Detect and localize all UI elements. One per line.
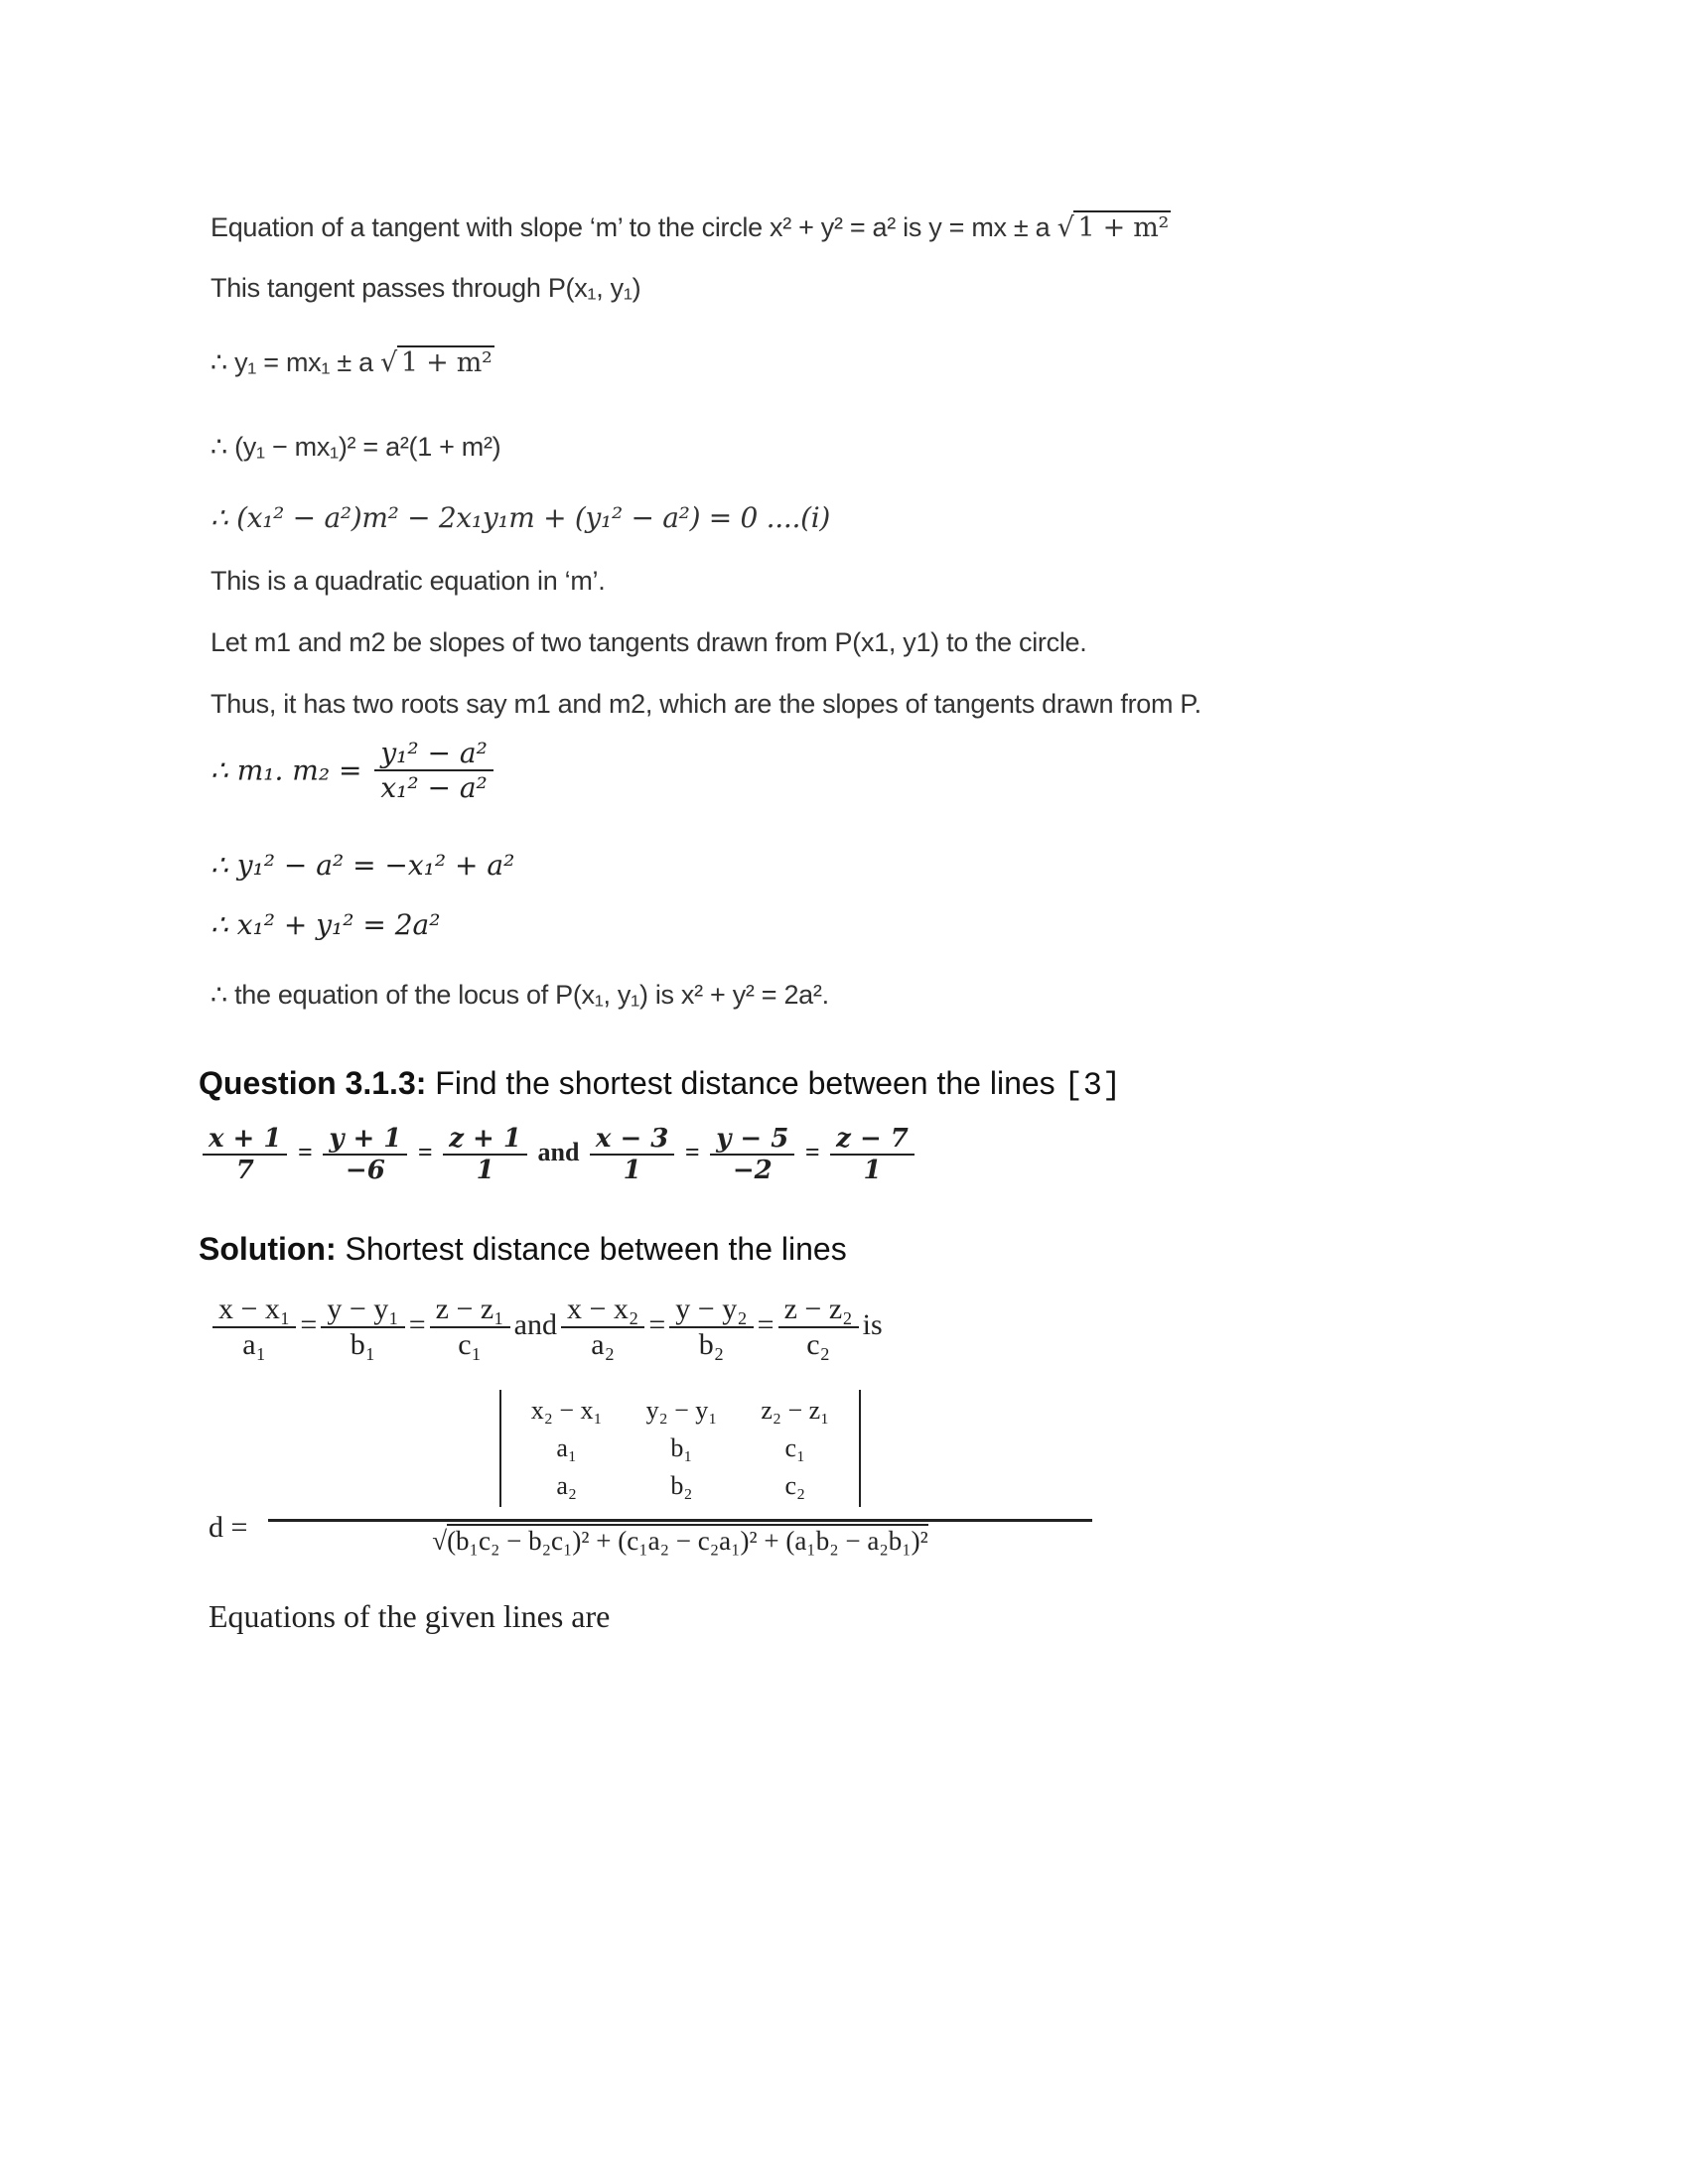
numerator: x − 3 <box>590 1124 674 1156</box>
denominator: 1 <box>623 1156 641 1185</box>
slopes-text-line: Let m1 and m2 be slopes of two tangents drawn from P(x1, y1) to the circle. <box>211 627 1087 657</box>
d-label: d = <box>209 1511 248 1544</box>
det-cell: y₂ − y₁ <box>645 1396 718 1425</box>
sqrt-expression: √ 1 + m² <box>380 347 492 378</box>
det-cell: b₁ <box>670 1433 693 1462</box>
general-lines-formula: $\frac{\text{x − x₁}}{\text{a₁}}$ = $\frac{\text{y − y₁}}{\text{b₁}}$ = $\frac{\text{z − z₁}}{\text{c₁}}$ and $\frac{\text{x − x₂}}{\text{a₂}}$ = $\frac{\text{y − y₂}}{\text{b₂}}$ = $\frac{\text{z − z₂}}{\text{c₂}}$ is <box>209 1293 883 1362</box>
distance-fraction <box>268 1390 1092 1557</box>
denominator: x₁² − a² <box>380 771 488 804</box>
denominator: 1 <box>863 1156 882 1185</box>
question-heading <box>199 1065 1121 1104</box>
given-lines-text: Equations of the given lines are <box>209 1598 611 1634</box>
equals: = <box>684 1137 700 1166</box>
numerator <box>268 1390 1092 1522</box>
fraction <box>590 1124 674 1185</box>
equation-squared-line: ∴ (y₁ − mx₁)² = a²(1 + m²) <box>211 432 501 462</box>
equals: = <box>417 1137 433 1166</box>
given-lines-equation <box>199 1124 918 1185</box>
fraction <box>778 1293 859 1362</box>
denominator: 1 <box>476 1156 494 1185</box>
product-of-slopes-line <box>211 737 497 804</box>
and-text: and <box>513 1307 557 1341</box>
numerator: z + 1 <box>443 1124 527 1156</box>
numerator: z − 7 <box>830 1124 914 1156</box>
numerator: y − y₂ <box>669 1293 753 1328</box>
tangent-equation-line <box>211 210 1171 243</box>
denominator: a₁ <box>242 1328 267 1361</box>
roots-text-line: Thus, it has two roots say m1 and m2, which are the slopes of tangents drawn from P. <box>211 689 1201 719</box>
fraction <box>830 1124 914 1185</box>
equals: = <box>297 1137 313 1166</box>
numerator: z − z₁ <box>430 1293 510 1328</box>
determinant <box>499 1390 861 1507</box>
numerator: x + 1 <box>203 1124 287 1156</box>
locus-equation-line: ∴ x₁² + y₁² = 2a² <box>211 908 441 941</box>
solution-heading <box>199 1231 847 1268</box>
denominator: c₁ <box>458 1328 483 1361</box>
fraction <box>669 1293 753 1362</box>
fraction <box>561 1293 644 1362</box>
numerator: y − y₁ <box>321 1293 404 1328</box>
numerator: z − z₂ <box>778 1293 859 1328</box>
denominator: b₂ <box>698 1328 725 1361</box>
solution-text: Shortest distance between the lines <box>336 1231 847 1267</box>
fraction <box>430 1293 510 1362</box>
quadratic-text-line: This is a quadratic equation in ‘m’. <box>211 566 606 596</box>
quadratic-equation-line: ∴ (x₁² − a²)m² − 2x₁y₁m + (y₁² − a²) = 0 ....(i) <box>211 501 830 534</box>
radicand: (b₁c₂ − b₂c₁)² + (c₁a₂ − c₂a₁)² + (a₁b₂ − a₂b₁)² <box>447 1526 928 1556</box>
denominator: 7 <box>235 1156 254 1185</box>
det-cell: a₁ <box>556 1433 577 1462</box>
denominator: −2 <box>732 1156 773 1185</box>
fraction <box>212 1293 296 1362</box>
locus-conclusion-line: ∴ the equation of the locus of P(x₁, y₁) is x² + y² = 2a². <box>211 980 829 1010</box>
tangent-passes-line: This tangent passes through P(x₁, y₁) <box>211 273 641 303</box>
sqrt-expression: √ 1 + m² <box>1056 212 1170 243</box>
marks-badge: [3] <box>1063 1067 1122 1104</box>
det-cell: c₁ <box>784 1433 806 1462</box>
question-label: Question 3.1.3: <box>199 1065 427 1101</box>
denominator: √(b₁c₂ − b₂c₁)² + (c₁a₂ − c₂a₁)² + (a₁b₂ − a₂b₁)² <box>432 1526 928 1556</box>
numerator: x − x₂ <box>561 1293 644 1328</box>
and-text: and <box>537 1137 580 1166</box>
fraction <box>710 1124 794 1185</box>
radicand: 1 + m² <box>397 345 494 378</box>
question-text: Find the shortest distance between the lines <box>426 1065 1064 1101</box>
solution-label: Solution: <box>199 1231 337 1267</box>
denominator: b₁ <box>350 1328 376 1361</box>
radicand: 1 + m² <box>1073 210 1171 243</box>
fraction <box>321 1293 404 1362</box>
denominator: −6 <box>345 1156 385 1185</box>
det-cell: a₂ <box>556 1471 577 1500</box>
text: Equation of a tangent with slope ‘m’ to the circle x² + y² = a² is y = mx ± a <box>211 212 1051 242</box>
numerator: y + 1 <box>323 1124 407 1156</box>
simplified-equation-line: ∴ y₁² − a² = −x₁² + a² <box>211 849 515 882</box>
numerator: y − 5 <box>710 1124 794 1156</box>
denominator: a₂ <box>591 1328 616 1361</box>
is-text: is <box>862 1307 883 1341</box>
numerator: x − x₁ <box>212 1293 296 1328</box>
det-cell: b₂ <box>670 1471 693 1500</box>
equals: = <box>804 1137 820 1166</box>
fraction <box>323 1124 407 1185</box>
numerator: y₁² − a² <box>374 737 492 771</box>
det-cell: x₂ − x₁ <box>530 1396 603 1425</box>
fraction <box>443 1124 527 1185</box>
text: ∴ y₁ = mx₁ ± a <box>211 347 381 377</box>
fraction <box>203 1124 287 1185</box>
fraction <box>374 737 492 804</box>
det-cell: z₂ − z₁ <box>761 1396 830 1425</box>
det-cell: c₂ <box>784 1471 806 1500</box>
equation-y1-line <box>211 345 494 378</box>
denominator: c₂ <box>806 1328 830 1361</box>
text: ∴ m₁. m₂ = <box>211 753 362 787</box>
